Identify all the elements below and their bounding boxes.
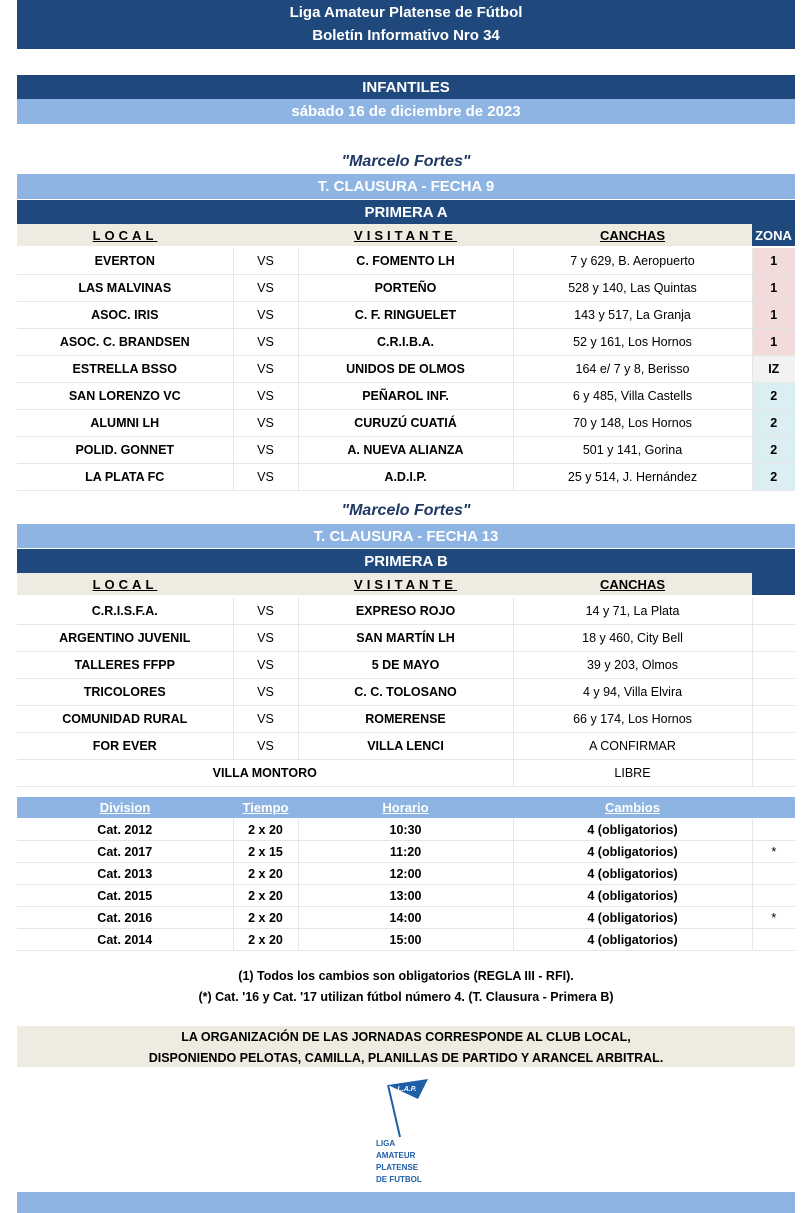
section-a-visitante-header xyxy=(298,224,513,247)
local-team: SAN LORENZO VC xyxy=(17,383,233,410)
category-tiempo: 2 x 20 xyxy=(233,929,298,951)
category-horario: 13:00 xyxy=(298,885,513,907)
category-mark xyxy=(752,885,795,907)
category-horario: 15:00 xyxy=(298,929,513,951)
venue: 164 e/ 7 y 8, Berisso xyxy=(513,356,752,383)
category-division: Cat. 2014 xyxy=(17,929,233,951)
flag-text: L.A.P. xyxy=(397,1086,417,1093)
logo-line-3: PLATENSE xyxy=(376,1163,419,1172)
category-row xyxy=(17,863,795,885)
zone-badge: 2 xyxy=(752,410,795,437)
section-b-canchas-header xyxy=(513,573,752,596)
tiempo-header-text: Tiempo xyxy=(242,800,289,815)
venue: 39 y 203, Olmos xyxy=(513,652,752,679)
visiting-team: C.R.I.B.A. xyxy=(298,329,513,356)
categories-header-tiempo xyxy=(233,797,298,819)
vs-label: VS xyxy=(233,329,298,356)
fixture-row xyxy=(17,598,795,625)
visiting-team: ROMERENSE xyxy=(298,706,513,733)
venue: 501 y 141, Gorina xyxy=(513,437,752,464)
local-team: ALUMNI LH xyxy=(17,410,233,437)
category-row xyxy=(17,841,795,863)
local-header-text: LOCAL xyxy=(92,577,158,592)
category-date-text: sábado 16 de diciembre de 2023 xyxy=(291,103,521,120)
visiting-team: UNIDOS DE OLMOS xyxy=(298,356,513,383)
vs-label: VS xyxy=(233,464,298,491)
category-division: Cat. 2012 xyxy=(17,819,233,841)
vs-label: VS xyxy=(233,679,298,706)
categories-table xyxy=(17,819,795,951)
category-tiempo: 2 x 20 xyxy=(233,863,298,885)
category-division: Cat. 2015 xyxy=(17,885,233,907)
visiting-team: C. C. TOLOSANO xyxy=(298,679,513,706)
venue: A CONFIRMAR xyxy=(513,733,752,760)
bulletin-number: Boletín Informativo Nro 34 xyxy=(312,27,500,44)
categories-header-division xyxy=(17,797,233,819)
visitante-header-text: VISITANTE xyxy=(354,577,457,592)
empty-cell xyxy=(752,679,795,706)
free-status: LIBRE xyxy=(513,760,752,787)
empty-cell xyxy=(752,733,795,760)
local-team: TALLERES FFPP xyxy=(17,652,233,679)
fixture-row xyxy=(17,652,795,679)
visiting-team: VILLA LENCI xyxy=(298,733,513,760)
local-team: ASOC. C. BRANDSEN xyxy=(17,329,233,356)
vs-label: VS xyxy=(233,598,298,625)
local-team: LAS MALVINAS xyxy=(17,275,233,302)
section-a-canchas-header xyxy=(513,224,752,247)
section-b-tournament xyxy=(17,524,795,548)
visiting-team: EXPRESO ROJO xyxy=(298,598,513,625)
logo-line-4: DE FUTBOL xyxy=(376,1175,422,1184)
category-cambios: 4 (obligatorios) xyxy=(513,863,752,885)
notes xyxy=(17,966,795,1008)
venue: 528 y 140, Las Quintas xyxy=(513,275,752,302)
category-tiempo: 2 x 15 xyxy=(233,841,298,863)
vs-label: VS xyxy=(233,625,298,652)
league-name: Liga Amateur Platense de Fútbol xyxy=(289,4,523,21)
local-team: ESTRELLA BSSO xyxy=(17,356,233,383)
logo-line-1: LIGA xyxy=(376,1139,396,1148)
section-a-zona-header xyxy=(752,224,795,246)
category-tiempo: 2 x 20 xyxy=(233,907,298,929)
section-b-division-text: PRIMERA B xyxy=(364,553,448,570)
fixture-row xyxy=(17,329,795,356)
category-tiempo: 2 x 20 xyxy=(233,819,298,841)
section-a-division xyxy=(17,200,795,224)
fixture-row xyxy=(17,383,795,410)
local-team: COMUNIDAD RURAL xyxy=(17,706,233,733)
zone-badge: 1 xyxy=(752,302,795,329)
category-row xyxy=(17,819,795,841)
empty-cell xyxy=(752,706,795,733)
local-team: LA PLATA FC xyxy=(17,464,233,491)
zone-badge: 1 xyxy=(752,248,795,275)
category-cambios: 4 (obligatorios) xyxy=(513,929,752,951)
section-b-tribute: "Marcelo Fortes" xyxy=(341,502,471,519)
category-mark: * xyxy=(752,907,795,929)
category-division: Cat. 2016 xyxy=(17,907,233,929)
category-cambios: 4 (obligatorios) xyxy=(513,907,752,929)
visiting-team: C. F. RINGUELET xyxy=(298,302,513,329)
zone-badge: 1 xyxy=(752,275,795,302)
vs-label: VS xyxy=(233,733,298,760)
venue: 7 y 629, B. Aeropuerto xyxy=(513,248,752,275)
categories-header-cambios xyxy=(513,797,752,819)
category-division: Cat. 2017 xyxy=(17,841,233,863)
venue: 4 y 94, Villa Elvira xyxy=(513,679,752,706)
vs-label: VS xyxy=(233,275,298,302)
fixture-row xyxy=(17,248,795,275)
section-a-local-header xyxy=(17,224,233,247)
venue: 70 y 148, Los Hornos xyxy=(513,410,752,437)
vs-label: VS xyxy=(233,356,298,383)
cambios-header-text: Cambios xyxy=(605,800,660,815)
section-a-fixtures xyxy=(17,248,795,491)
category-mark: * xyxy=(752,841,795,863)
visiting-team: PORTEÑO xyxy=(298,275,513,302)
venue: 66 y 174, Los Hornos xyxy=(513,706,752,733)
categories-header-horario xyxy=(298,797,513,819)
category-division: Cat. 2013 xyxy=(17,863,233,885)
section-b-fixtures xyxy=(17,598,795,787)
category-cambios: 4 (obligatorios) xyxy=(513,819,752,841)
category-mark xyxy=(752,863,795,885)
section-b-tournament-text: T. CLAUSURA - FECHA 13 xyxy=(313,528,499,545)
logo-text xyxy=(376,1138,422,1186)
zone-badge: 2 xyxy=(752,437,795,464)
local-team: ARGENTINO JUVENIL xyxy=(17,625,233,652)
local-team: ASOC. IRIS xyxy=(17,302,233,329)
fixture-row xyxy=(17,679,795,706)
venue: 25 y 514, J. Hernández xyxy=(513,464,752,491)
free-team-row xyxy=(17,760,795,787)
fixture-row xyxy=(17,625,795,652)
vs-label: VS xyxy=(233,652,298,679)
category-tiempo: 2 x 20 xyxy=(233,885,298,907)
section-a-division-text: PRIMERA A xyxy=(364,204,448,221)
zona-header-text: ZONA xyxy=(755,228,792,243)
note-line-1: (1) Todos los cambios son obligatorios (REGLA III - RFI). xyxy=(238,969,574,983)
category-horario: 11:20 xyxy=(298,841,513,863)
fixture-row xyxy=(17,302,795,329)
division-header-text: Division xyxy=(99,800,151,815)
category-title-text: INFANTILES xyxy=(362,79,450,96)
vs-label: VS xyxy=(233,302,298,329)
local-team: C.R.I.S.F.A. xyxy=(17,598,233,625)
fixture-row xyxy=(17,275,795,302)
category-cambios: 4 (obligatorios) xyxy=(513,885,752,907)
category-title xyxy=(17,75,795,99)
category-horario: 12:00 xyxy=(298,863,513,885)
category-mark xyxy=(752,819,795,841)
organization-line-1: LA ORGANIZACIÓN DE LAS JORNADAS CORRESPONDE AL CLUB LOCAL, xyxy=(181,1030,631,1044)
fixture-row xyxy=(17,733,795,760)
fixture-row xyxy=(17,410,795,437)
visiting-team: SAN MARTÍN LH xyxy=(298,625,513,652)
canchas-header-text: CANCHAS xyxy=(600,228,665,243)
section-a-tournament xyxy=(17,174,795,199)
empty-cell xyxy=(752,598,795,625)
category-date xyxy=(17,99,795,124)
section-b-local-header xyxy=(17,573,233,596)
category-horario: 10:30 xyxy=(298,819,513,841)
vs-label: VS xyxy=(233,383,298,410)
visiting-team: A.D.I.P. xyxy=(298,464,513,491)
organization-notice xyxy=(17,1026,795,1067)
organization-line-2: DISPONIENDO PELOTAS, CAMILLA, PLANILLAS DE PARTIDO Y ARANCEL ARBITRAL. xyxy=(148,1051,664,1065)
logo-line-2: AMATEUR xyxy=(376,1151,416,1160)
note-line-2: (*) Cat. '16 y Cat. '17 utilizan fútbol número 4. (T. Clausura - Primera B) xyxy=(198,990,614,1004)
section-b-division xyxy=(17,549,795,573)
category-horario: 14:00 xyxy=(298,907,513,929)
visiting-team: C. FOMENTO LH xyxy=(298,248,513,275)
bulletin-header xyxy=(17,0,795,49)
category-row xyxy=(17,907,795,929)
local-team: FOR EVER xyxy=(17,733,233,760)
venue: 18 y 460, City Bell xyxy=(513,625,752,652)
empty-cell xyxy=(752,625,795,652)
free-team: VILLA MONTORO xyxy=(17,760,513,787)
fixture-row xyxy=(17,706,795,733)
venue: 6 y 485, Villa Castells xyxy=(513,383,752,410)
venue: 52 y 161, Los Hornos xyxy=(513,329,752,356)
fixture-row xyxy=(17,464,795,491)
venue: 143 y 517, La Granja xyxy=(513,302,752,329)
visiting-team: CURUZÚ CUATIÁ xyxy=(298,410,513,437)
zone-badge: 2 xyxy=(752,464,795,491)
local-team: EVERTON xyxy=(17,248,233,275)
vs-label: VS xyxy=(233,706,298,733)
fixture-row xyxy=(17,437,795,464)
local-team: POLID. GONNET xyxy=(17,437,233,464)
fixture-row xyxy=(17,356,795,383)
section-a-tribute: "Marcelo Fortes" xyxy=(341,153,471,170)
zone-badge: 2 xyxy=(752,383,795,410)
section-a-tournament-text: T. CLAUSURA - FECHA 9 xyxy=(317,178,495,195)
category-row xyxy=(17,885,795,907)
canchas-header-text: CANCHAS xyxy=(600,577,665,592)
vs-label: VS xyxy=(233,437,298,464)
category-cambios: 4 (obligatorios) xyxy=(513,841,752,863)
visitante-header-text: VISITANTE xyxy=(354,228,457,243)
vs-label: VS xyxy=(233,248,298,275)
vs-label: VS xyxy=(233,410,298,437)
zone-badge: 1 xyxy=(752,329,795,356)
empty-cell xyxy=(752,652,795,679)
category-mark xyxy=(752,929,795,951)
venue: 14 y 71, La Plata xyxy=(513,598,752,625)
section-b-visitante-header xyxy=(298,573,513,596)
horario-header-text: Horario xyxy=(382,800,429,815)
zone-badge: IZ xyxy=(752,356,795,383)
category-row xyxy=(17,929,795,951)
league-logo xyxy=(372,1077,442,1189)
visiting-team: A. NUEVA ALIANZA xyxy=(298,437,513,464)
local-header-text: LOCAL xyxy=(92,228,158,243)
visiting-team: PEÑAROL INF. xyxy=(298,383,513,410)
footer-bar xyxy=(17,1192,795,1213)
visiting-team: 5 DE MAYO xyxy=(298,652,513,679)
section-b-header-corner xyxy=(752,573,795,595)
flag-icon xyxy=(378,1077,438,1139)
local-team: TRICOLORES xyxy=(17,679,233,706)
